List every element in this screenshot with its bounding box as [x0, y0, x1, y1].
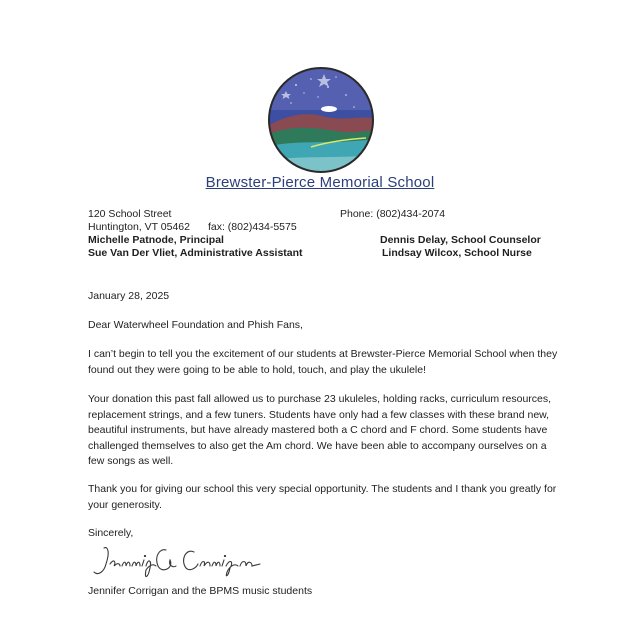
- fax-number: fax: (802)434-5575: [207, 221, 297, 233]
- principal-name: Michelle Patnode, Principal: [88, 234, 224, 246]
- letter-paragraph-3: [88, 482, 558, 513]
- address-street: 120 School Street: [88, 208, 172, 220]
- letter-signoff: Jennifer Corrigan and the BPMS music students: [88, 585, 313, 597]
- paragraph-text: Thank you for giving our school this very special opportunity. The students and I thank you greatly for your generosity.: [88, 483, 557, 511]
- counselor-name: Dennis Delay, School Counselor: [380, 234, 541, 246]
- phone-number: Phone: (802)434-2074: [340, 208, 446, 220]
- handwritten-signature: [90, 538, 270, 584]
- paragraph-text: Your donation this past fall allowed us to purchase 23 ukuleles, holding racks, curriculum resources, replacement strings, and a few tuners. Students have only had a few classes with these brand new, beautiful instruments, but have already mastered both a C chord and F chord. Some students have challenged themselves to also get the Am chord. We have been able to accompany ourselves on a few songs as well.: [88, 393, 552, 467]
- letter-paragraph-1: [88, 347, 558, 378]
- address-city-fax: [88, 221, 297, 234]
- paragraph-text: I can’t begin to tell you the excitement of our students at Brewster-Pierce Memorial School when they found out they were going to be able to hold, touch, and play the ukulele!: [88, 348, 558, 376]
- school-logo: [266, 65, 376, 175]
- admin-name: Sue Van Der Vliet, Administrative Assistant: [88, 247, 303, 259]
- nurse-name: Lindsay Wilcox, School Nurse: [382, 247, 532, 259]
- school-name: Brewster-Pierce Memorial School: [205, 174, 435, 191]
- letter-closing: Sincerely,: [88, 527, 134, 539]
- letter-date: January 28, 2025: [88, 290, 170, 302]
- address-city: Huntington, VT 05462: [88, 221, 190, 233]
- letter-salutation: Dear Waterwheel Foundation and Phish Fans,: [88, 319, 303, 331]
- letter-paragraph-2: [88, 392, 558, 470]
